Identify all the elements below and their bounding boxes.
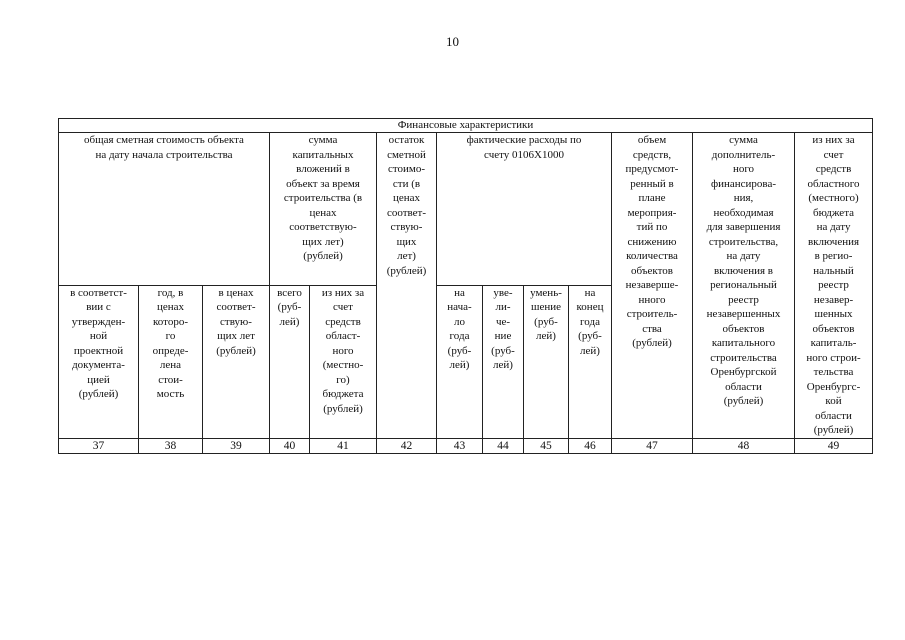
subheader-total: всего (руб- лей) (270, 285, 310, 438)
header-total-estimated-cost: общая сметная стоимость объекта на дату начала строительства (59, 133, 270, 286)
column-number: 45 (524, 438, 569, 453)
column-number: 39 (203, 438, 270, 453)
column-number: 37 (59, 438, 139, 453)
subheader-increase: уве- ли- че- ние (руб- лей) (483, 285, 524, 438)
column-number: 38 (139, 438, 203, 453)
subheader-end-of-year: на конец года (руб- лей) (569, 285, 612, 438)
header-capital-investments: сумма капитальных вложений в объект за время строительства (в ценах соответствую- щих лет) (рублей) (270, 133, 377, 286)
header-regional-budget-funds: из них за счет средств областного (местного) бюджета на дату включения в регио- нальный реестр незавер- шенных объектов капиталь- ного строи- тельства Оренбургс- кой области (рублей) (795, 133, 873, 439)
column-number: 40 (270, 438, 310, 453)
column-number: 47 (612, 438, 693, 453)
header-plan-funds-volume: объем средств, предусмот- ренный в плане мероприя- тий по снижению количества объектов незаверше- нного строитель- ства (рублей) (612, 133, 693, 439)
column-number-row (59, 438, 873, 453)
financial-characteristics-table (58, 118, 873, 454)
header-actual-expenses: фактические расходы по счету 0106Х1000 (437, 133, 612, 286)
column-number: 48 (693, 438, 795, 453)
table-title: Финансовые характеристики (59, 119, 873, 133)
column-number: 46 (569, 438, 612, 453)
header-estimated-cost-remainder: остаток сметной стоимо- сти (в ценах соответ- ствую- щих лет) (рублей) (377, 133, 437, 439)
column-number: 44 (483, 438, 524, 453)
column-number: 41 (310, 438, 377, 453)
column-number: 43 (437, 438, 483, 453)
column-number: 42 (377, 438, 437, 453)
header-additional-financing: сумма дополнитель- ного финансирова- ния, необходимая для завершения строительства, на дату включения в региональный реестр незавершенных объектов капитального строительства Оренбургской области (рублей) (693, 133, 795, 439)
subheader-start-of-year: на нача- ло года (руб- лей) (437, 285, 483, 438)
subheader-cost-year: год, в ценах которо- го опреде- лена стои- мость (139, 285, 203, 438)
column-number: 49 (795, 438, 873, 453)
subheader-per-project-documentation: в соответст- вии с утвержден- ной проектной документа- цией (рублей) (59, 285, 139, 438)
subheader-decrease: умень- шение (руб- лей) (524, 285, 569, 438)
subheader-current-prices: в ценах соответ- ствую- щих лет (рублей) (203, 285, 270, 438)
subheader-regional-budget-share: из них за счет средств област- ного (местно- го) бюджета (рублей) (310, 285, 377, 438)
page-number: 10 (446, 34, 459, 49)
